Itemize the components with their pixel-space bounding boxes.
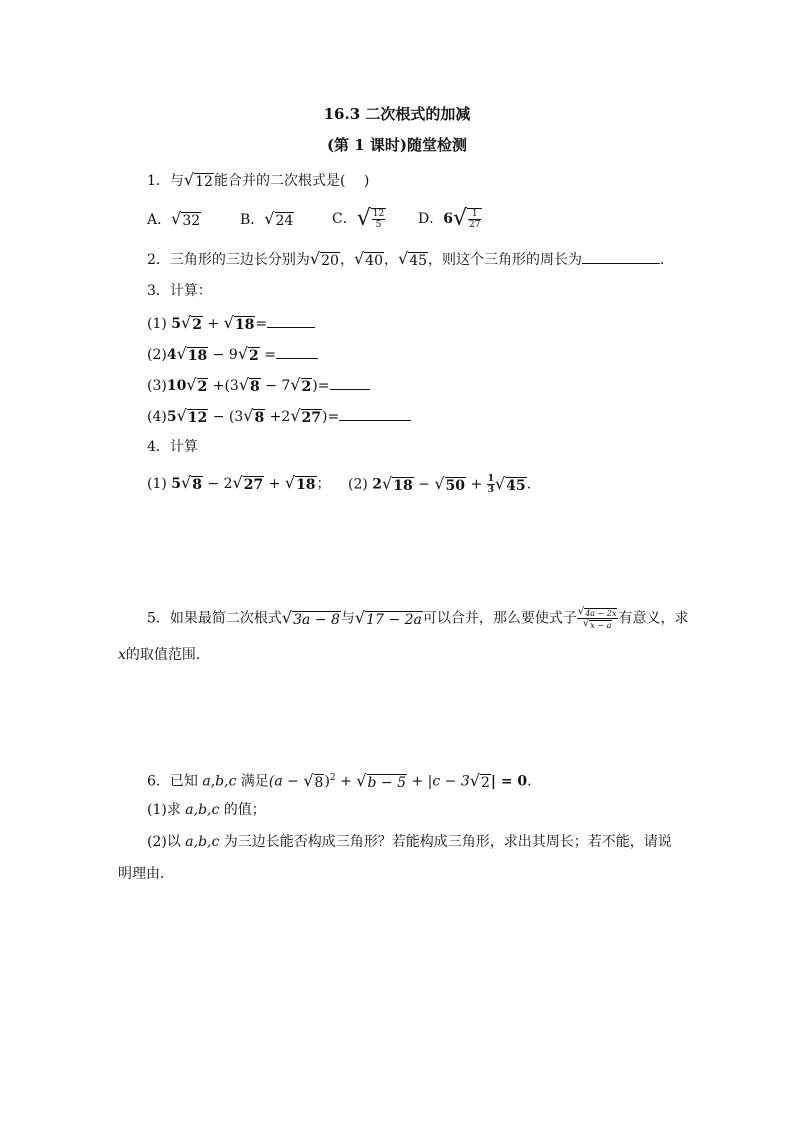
question-4-heading: 4．计算 [147,439,198,455]
radical: √ 12 [183,170,213,190]
question-1-option-b: B． √ 24 [240,209,294,229]
question-3-heading: 3．计算： [147,283,212,299]
title-line-2: (第 1 课时)随堂检测 [326,136,468,154]
question-1-option-d: D．6 √ $\frac{1}{27}$ [418,206,481,231]
answer-blank[interactable] [582,249,660,264]
question-2: 2．三角形的三边长分别为 √ 20 ， √ 40 ， √ 45 ，则这个三角形的周长为 ． [147,249,675,269]
question-4-part-2: (2) 2 √ 18 − √ 50 + $\frac{1}{3}$ √ 45 . [348,473,532,495]
answer-blank[interactable] [339,406,411,421]
question-1-option-c: C． √ $\frac{12}{5}$ [332,206,385,231]
question-5-line-2: x的取值范围． [118,647,210,663]
question-3-item-3: (3)10 √ 2 +(3 √ 8 − 7 √ 2 )= [147,375,370,396]
question-6-sub-1: (1)求 a,b,c 的值； [147,802,266,818]
question-3-item-2: (2)4 √ 18 − 9 √ 2 = [147,344,318,365]
answer-blank[interactable] [330,375,370,390]
answer-blank[interactable] [267,313,315,328]
question-4-part-1: (1) 5 √ 8 − 2 √ 27 + √ 18 ； [147,473,331,493]
question-6-sub-2-line-2: 明理由． [118,866,174,882]
question-3-item-4: (4)5 √ 12 − (3 √ 8 +2 √ 27 )= [147,406,411,427]
title-line-1: 16.3 二次根式的加减 [323,105,471,123]
answer-blank[interactable] [276,344,318,359]
question-1-option-a: A． √ 32 [147,209,201,229]
question-1: 1．与 √ 12 能合并的二次根式是( ) [147,170,370,190]
question-3-item-1: (1) 5 √ 2 + √ 18 = [147,313,315,334]
question-6: 6．已知 a,b,c 满足(a − √ 8 )$^2$ + √ b − 5 + |c − 3 √ 2 | = 0. [147,770,532,791]
question-6-sub-2: (2)以 a,b,c 为三边长能否构成三角形？若能构成三角形，求出其周长；若不能，请说 [147,834,672,850]
question-5: 5．如果最简二次根式 √ 3a − 8 与 √ 17 − 2a 可以合并，那么要使式子 √ 4a − 2x √ x − a 有意义，求 [147,606,689,630]
